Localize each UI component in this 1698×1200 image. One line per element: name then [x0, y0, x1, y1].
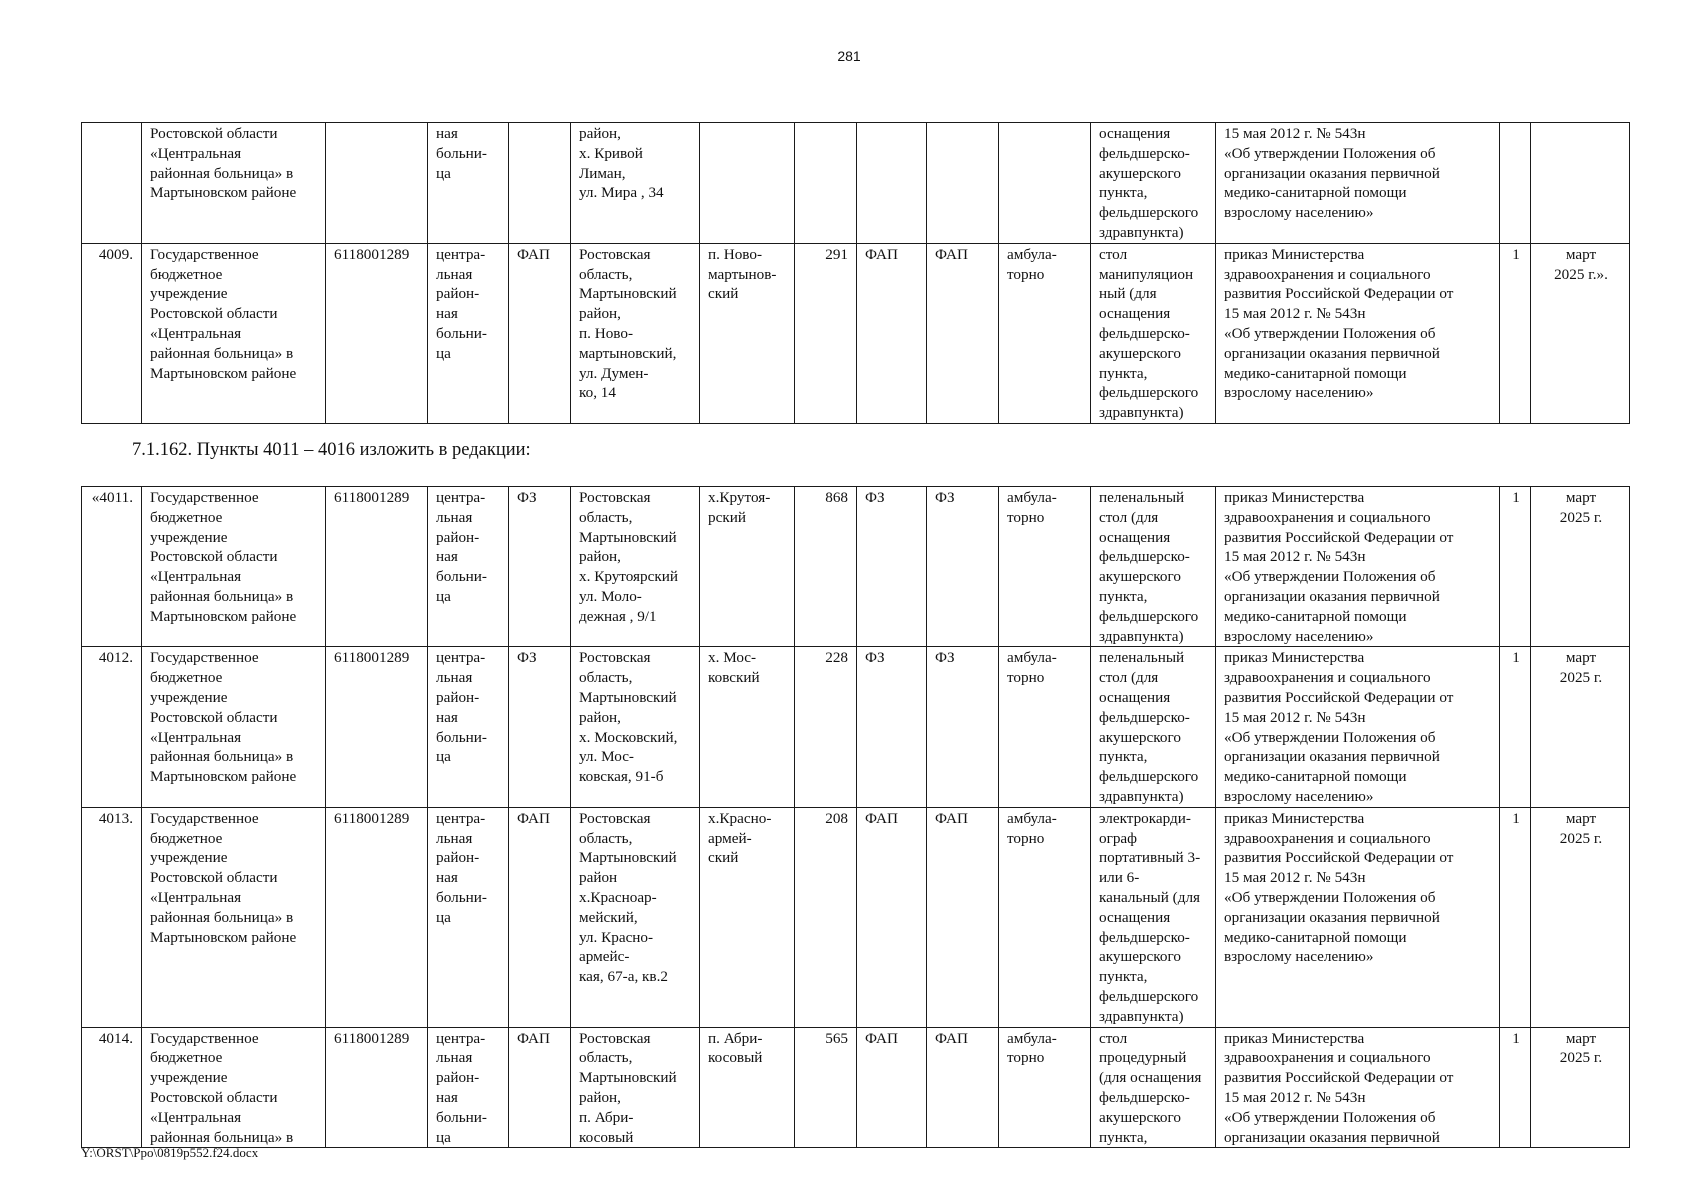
inn-cell: 6118001289 [326, 807, 428, 1027]
unit-type-alt-cell: ФАП [927, 807, 999, 1027]
row-number-cell: 4012. [82, 647, 142, 807]
settlement-cell: п. Абри- косовый [700, 1027, 795, 1148]
care-form-cell: амбула- торно [999, 1027, 1091, 1148]
row-number-cell: «4011. [82, 487, 142, 647]
table-continued [81, 122, 1630, 424]
table-body [82, 123, 1630, 424]
table-row [82, 123, 1630, 244]
unit-cell: ФАП [509, 1027, 571, 1148]
equipment-cell: пеленальный стол (для оснащения фельдшерско- акушерского пункта, фельдшерского здравпункта) [1091, 647, 1216, 807]
population-cell: 868 [795, 487, 857, 647]
population-cell: 208 [795, 807, 857, 1027]
legal-basis-cell: приказ Министерства здравоохранения и социального развития Российской Федерации от 15 мая 2012 г. № 543н «Об утверждении Положения об организации оказания первичной медико-санитарной помощи взрослому населению» [1216, 487, 1500, 647]
inn-cell: 6118001289 [326, 487, 428, 647]
table-row [82, 243, 1630, 423]
equipment-cell: оснащения фельдшерско- акушерского пункта, фельдшерского здравпункта) [1091, 123, 1216, 244]
inn-cell: 6118001289 [326, 647, 428, 807]
settlement-cell [700, 123, 795, 244]
population-cell [795, 123, 857, 244]
page-number: 281 [837, 48, 861, 64]
equipment-cell: стол процедурный (для оснащения фельдшерско- акушерского пункта, [1091, 1027, 1216, 1148]
row-number-cell: 4009. [82, 243, 142, 423]
address-cell: Ростовская область, Мартыновский район, п. Абри- косовый [571, 1027, 700, 1148]
care-form-cell: амбула- торно [999, 647, 1091, 807]
unit-cell: ФЗ [509, 487, 571, 647]
organization-type-cell: ная больни- ца [428, 123, 509, 244]
section-heading: 7.1.162. Пункты 4011 – 4016 изложить в редакции: [132, 440, 531, 460]
settlement-cell: х.Красно- армей- ский [700, 807, 795, 1027]
unit-cell: ФЗ [509, 647, 571, 807]
address-cell: район, х. Кривой Лиман, ул. Мира , 34 [571, 123, 700, 244]
address-cell: Ростовская область, Мартыновский район, х. Московский, ул. Мос- ковская, 91-б [571, 647, 700, 807]
legal-basis-cell: приказ Министерства здравоохранения и социального развития Российской Федерации от 15 мая 2012 г. № 543н «Об утверждении Положения об организации оказания первичной медико-санитарной помощи взрослому населению» [1216, 807, 1500, 1027]
table-row [82, 487, 1630, 647]
organization-type-cell: центра- льная район- ная больни- ца [428, 807, 509, 1027]
inn-cell [326, 123, 428, 244]
date-cell: март 2025 г. [1531, 647, 1630, 807]
organization-cell: Государственное бюджетное учреждение Ростовской области «Центральная районная больница» в [142, 1027, 326, 1148]
unit-cell: ФАП [509, 807, 571, 1027]
settlement-cell: п. Ново- мартынов- ский [700, 243, 795, 423]
address-cell: Ростовская область, Мартыновский район х.Красноар- мейский, ул. Красно- армейс- кая, 67-а, кв.2 [571, 807, 700, 1027]
quantity-cell: 1 [1500, 807, 1531, 1027]
population-cell: 291 [795, 243, 857, 423]
date-cell [1531, 123, 1630, 244]
quantity-cell [1500, 123, 1531, 244]
date-cell: март 2025 г.». [1531, 243, 1630, 423]
footer-file-path: Y:\ORST\Ppo\0819p552.f24.docx [81, 1145, 259, 1160]
table-amendments [81, 486, 1630, 1148]
unit-type-alt-cell: ФЗ [927, 647, 999, 807]
equipment-cell: пеленальный стол (для оснащения фельдшерско- акушерского пункта, фельдшерского здравпункта) [1091, 487, 1216, 647]
inn-cell: 6118001289 [326, 1027, 428, 1148]
organization-cell: Государственное бюджетное учреждение Ростовской области «Центральная районная больница» в Мартыновском районе [142, 807, 326, 1027]
organization-type-cell: центра- льная район- ная больни- ца [428, 243, 509, 423]
organization-cell: Государственное бюджетное учреждение Ростовской области «Центральная районная больница» в Мартыновском районе [142, 243, 326, 423]
legal-basis-cell: приказ Министерства здравоохранения и социального развития Российской Федерации от 15 мая 2012 г. № 543н «Об утверждении Положения об организации оказания первичной медико-санитарной помощи взрослому населению» [1216, 647, 1500, 807]
unit-type-cell: ФАП [857, 807, 927, 1027]
care-form-cell: амбула- торно [999, 243, 1091, 423]
unit-type-cell: ФАП [857, 243, 927, 423]
row-number-cell: 4013. [82, 807, 142, 1027]
table-row [82, 807, 1630, 1027]
quantity-cell: 1 [1500, 1027, 1531, 1148]
quantity-cell: 1 [1500, 243, 1531, 423]
date-cell: март 2025 г. [1531, 1027, 1630, 1148]
unit-type-alt-cell: ФЗ [927, 487, 999, 647]
date-cell: март 2025 г. [1531, 807, 1630, 1027]
address-cell: Ростовская область, Мартыновский район, п. Ново- мартыновский, ул. Думен- ко, 14 [571, 243, 700, 423]
settlement-cell: х.Крутоя- рский [700, 487, 795, 647]
population-cell: 228 [795, 647, 857, 807]
unit-type-alt-cell: ФАП [927, 243, 999, 423]
table-body [82, 487, 1630, 1148]
unit-type-cell [857, 123, 927, 244]
legal-basis-cell: приказ Министерства здравоохранения и социального развития Российской Федерации от 15 мая 2012 г. № 543н «Об утверждении Положения об организации оказания первичной [1216, 1027, 1500, 1148]
equipment-cell: электрокарди- ограф портативный 3- или 6- канальный (для оснащения фельдшерско- акушерского пункта, фельдшерского здравпункта) [1091, 807, 1216, 1027]
care-form-cell: амбула- торно [999, 487, 1091, 647]
inn-cell: 6118001289 [326, 243, 428, 423]
legal-basis-cell: 15 мая 2012 г. № 543н «Об утверждении Положения об организации оказания первичной медико-санитарной помощи взрослому населению» [1216, 123, 1500, 244]
settlement-cell: х. Мос- ковский [700, 647, 795, 807]
row-number-cell [82, 123, 142, 244]
population-cell: 565 [795, 1027, 857, 1148]
unit-type-alt-cell [927, 123, 999, 244]
care-form-cell [999, 123, 1091, 244]
date-cell: март 2025 г. [1531, 487, 1630, 647]
organization-cell: Государственное бюджетное учреждение Ростовской области «Центральная районная больница» в Мартыновском районе [142, 647, 326, 807]
table-row [82, 1027, 1630, 1148]
organization-cell: Ростовской области «Центральная районная больница» в Мартыновском районе [142, 123, 326, 244]
quantity-cell: 1 [1500, 647, 1531, 807]
organization-cell: Государственное бюджетное учреждение Ростовской области «Центральная районная больница» в Мартыновском районе [142, 487, 326, 647]
unit-type-cell: ФАП [857, 1027, 927, 1148]
unit-cell: ФАП [509, 243, 571, 423]
organization-type-cell: центра- льная район- ная больни- ца [428, 647, 509, 807]
quantity-cell: 1 [1500, 487, 1531, 647]
organization-type-cell: центра- льная район- ная больни- ца [428, 487, 509, 647]
address-cell: Ростовская область, Мартыновский район, х. Крутоярский ул. Моло- дежная , 9/1 [571, 487, 700, 647]
legal-basis-cell: приказ Министерства здравоохранения и социального развития Российской Федерации от 15 мая 2012 г. № 543н «Об утверждении Положения об организации оказания первичной медико-санитарной помощи взрослому населению» [1216, 243, 1500, 423]
unit-cell [509, 123, 571, 244]
organization-type-cell: центра- льная район- ная больни- ца [428, 1027, 509, 1148]
row-number-cell: 4014. [82, 1027, 142, 1148]
unit-type-cell: ФЗ [857, 647, 927, 807]
unit-type-cell: ФЗ [857, 487, 927, 647]
equipment-cell: стол манипуляцион ный (для оснащения фельдшерско- акушерского пункта, фельдшерского здравпункта) [1091, 243, 1216, 423]
care-form-cell: амбула- торно [999, 807, 1091, 1027]
table-row [82, 647, 1630, 807]
unit-type-alt-cell: ФАП [927, 1027, 999, 1148]
